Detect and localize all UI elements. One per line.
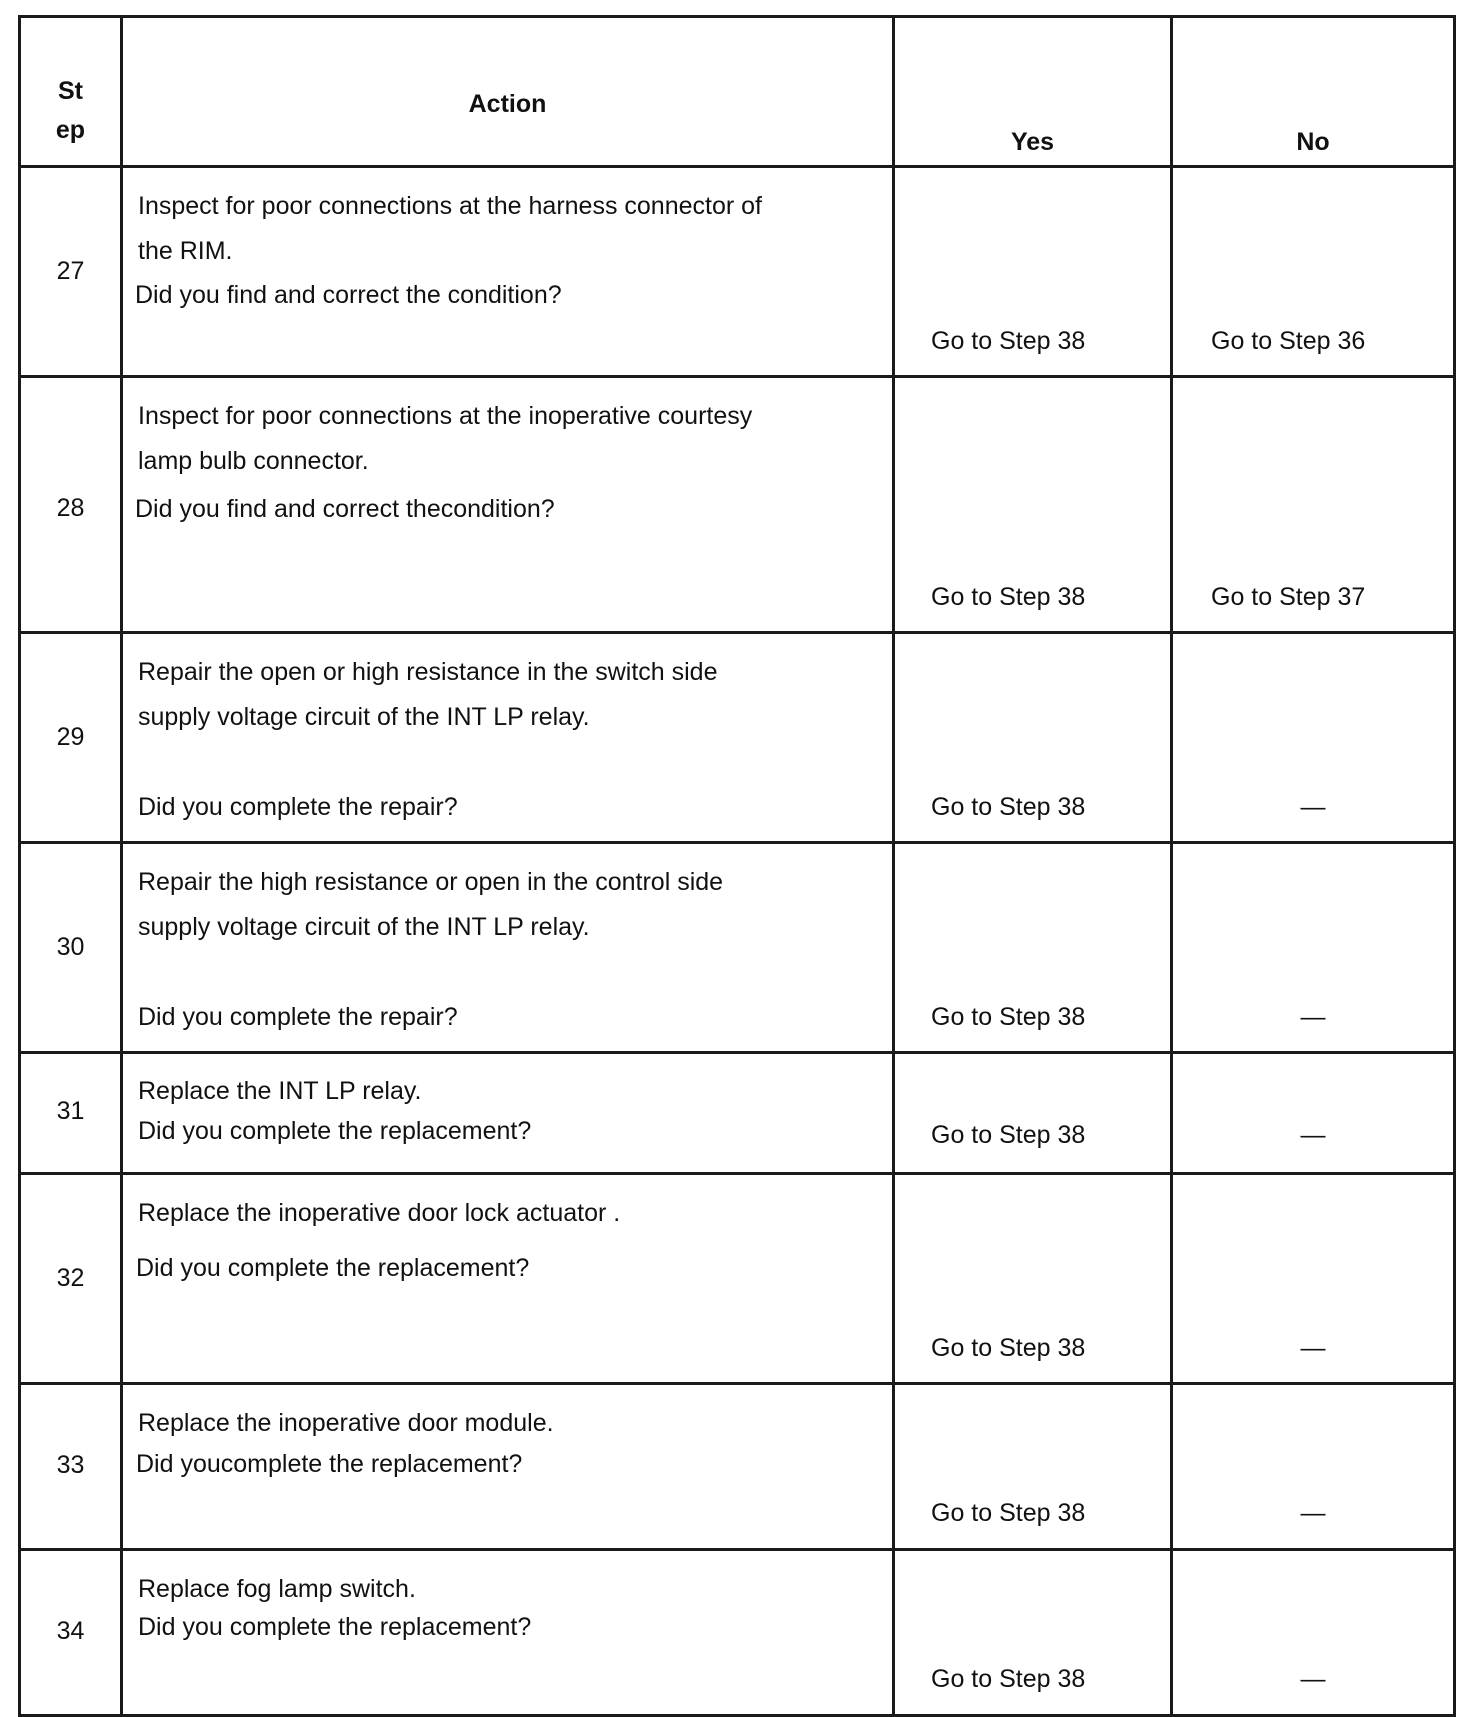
action-cell bbox=[122, 1174, 894, 1384]
header-step-label bbox=[21, 72, 120, 150]
no-go-to-step: Go to Step 37 bbox=[1211, 583, 1366, 611]
action-text-line: Did youcomplete the replacement? bbox=[136, 1450, 523, 1478]
header-no-label: No bbox=[1296, 128, 1330, 156]
action-text-line: the RIM. bbox=[138, 237, 233, 265]
action-text-line: Inspect for poor connections at the inoperative courtesy bbox=[138, 402, 753, 430]
header-no bbox=[1172, 17, 1455, 167]
no-cell bbox=[1172, 1550, 1455, 1716]
header-step-line-2: ep bbox=[55, 116, 86, 144]
action-text-line: supply voltage circuit of the INT LP relay. bbox=[138, 703, 590, 731]
action-text-line: lamp bulb connector. bbox=[138, 447, 369, 475]
action-text-line: Inspect for poor connections at the harness connector of bbox=[138, 192, 762, 220]
action-text-line: Did you complete the repair? bbox=[138, 1003, 458, 1031]
yes-go-to-step: Go to Step 38 bbox=[931, 1334, 1086, 1362]
action-text-line: Did you find and correct thecondition? bbox=[135, 495, 555, 523]
step-cell bbox=[20, 633, 122, 843]
header-yes bbox=[894, 17, 1172, 167]
no-cell bbox=[1172, 633, 1455, 843]
yes-cell bbox=[894, 1550, 1172, 1716]
table-row bbox=[20, 1174, 1455, 1384]
yes-cell bbox=[894, 843, 1172, 1053]
yes-cell bbox=[894, 1384, 1172, 1550]
action-text-line: Repair the open or high resistance in the switch side bbox=[138, 658, 718, 686]
yes-go-to-step: Go to Step 38 bbox=[931, 793, 1086, 821]
no-cell bbox=[1172, 1053, 1455, 1174]
action-text-line: Replace the inoperative door lock actuator . bbox=[138, 1199, 621, 1227]
header-yes-label: Yes bbox=[1010, 128, 1055, 156]
action-text-line: Repair the high resistance or open in the control side bbox=[138, 868, 724, 896]
action-text-line: Did you complete the repair? bbox=[138, 793, 458, 821]
no-cell bbox=[1172, 1174, 1455, 1384]
action-cell bbox=[122, 843, 894, 1053]
header-action bbox=[122, 17, 894, 167]
no-cell bbox=[1172, 843, 1455, 1053]
yes-go-to-step: Go to Step 38 bbox=[931, 1499, 1086, 1527]
table-row bbox=[20, 843, 1455, 1053]
yes-go-to-step: Go to Step 38 bbox=[931, 583, 1086, 611]
step-number: 33 bbox=[56, 1451, 85, 1479]
step-cell bbox=[20, 167, 122, 377]
table-row bbox=[20, 633, 1455, 843]
table-row bbox=[20, 167, 1455, 377]
no-dash: — bbox=[1300, 1334, 1326, 1362]
yes-go-to-step: Go to Step 38 bbox=[931, 1121, 1086, 1149]
step-cell bbox=[20, 377, 122, 633]
yes-go-to-step: Go to Step 38 bbox=[931, 1003, 1086, 1031]
step-number: 29 bbox=[56, 723, 85, 751]
action-cell bbox=[122, 377, 894, 633]
step-cell bbox=[20, 1384, 122, 1550]
step-number: 31 bbox=[56, 1097, 85, 1125]
no-cell bbox=[1172, 1384, 1455, 1550]
action-cell bbox=[122, 633, 894, 843]
action-text-line: Replace the inoperative door module. bbox=[138, 1409, 554, 1437]
table-row bbox=[20, 1550, 1455, 1716]
yes-go-to-step: Go to Step 38 bbox=[931, 1665, 1086, 1693]
step-number: 27 bbox=[56, 257, 85, 285]
action-cell bbox=[122, 1384, 894, 1550]
step-cell bbox=[20, 1550, 122, 1716]
step-number: 28 bbox=[56, 494, 85, 522]
step-number: 34 bbox=[56, 1617, 85, 1645]
yes-go-to-step: Go to Step 38 bbox=[931, 327, 1086, 355]
yes-cell bbox=[894, 633, 1172, 843]
no-go-to-step: Go to Step 36 bbox=[1211, 327, 1366, 355]
no-dash: — bbox=[1300, 1121, 1326, 1149]
yes-cell bbox=[894, 1053, 1172, 1174]
action-text-line: Replace fog lamp switch. bbox=[138, 1575, 416, 1603]
step-number: 32 bbox=[56, 1264, 85, 1292]
action-text-line: supply voltage circuit of the INT LP relay. bbox=[138, 913, 590, 941]
no-dash: — bbox=[1300, 1499, 1326, 1527]
no-dash: — bbox=[1300, 1665, 1326, 1693]
action-cell bbox=[122, 1053, 894, 1174]
step-cell bbox=[20, 843, 122, 1053]
action-text-line: Did you find and correct the condition? bbox=[135, 281, 562, 309]
action-text-line: Did you complete the replacement? bbox=[138, 1117, 532, 1145]
table-row bbox=[20, 1053, 1455, 1174]
action-text-line: Did you complete the replacement? bbox=[138, 1613, 532, 1641]
action-cell bbox=[122, 1550, 894, 1716]
table-row bbox=[20, 1384, 1455, 1550]
action-text-line: Did you complete the replacement? bbox=[136, 1254, 530, 1282]
step-number: 30 bbox=[56, 933, 85, 961]
action-cell bbox=[122, 167, 894, 377]
no-dash: — bbox=[1300, 793, 1326, 821]
action-text-line: Replace the INT LP relay. bbox=[138, 1077, 422, 1105]
no-cell bbox=[1172, 377, 1455, 633]
step-cell bbox=[20, 1174, 122, 1384]
no-cell bbox=[1172, 167, 1455, 377]
diagnostic-table bbox=[18, 15, 1456, 1717]
step-cell bbox=[20, 1053, 122, 1174]
header-step bbox=[20, 17, 122, 167]
header-step-line-1: St bbox=[58, 77, 83, 105]
yes-cell bbox=[894, 167, 1172, 377]
table-row bbox=[20, 377, 1455, 633]
header-action-label: Action bbox=[468, 90, 547, 118]
header-row bbox=[20, 17, 1455, 167]
yes-cell bbox=[894, 377, 1172, 633]
yes-cell bbox=[894, 1174, 1172, 1384]
no-dash: — bbox=[1300, 1003, 1326, 1031]
